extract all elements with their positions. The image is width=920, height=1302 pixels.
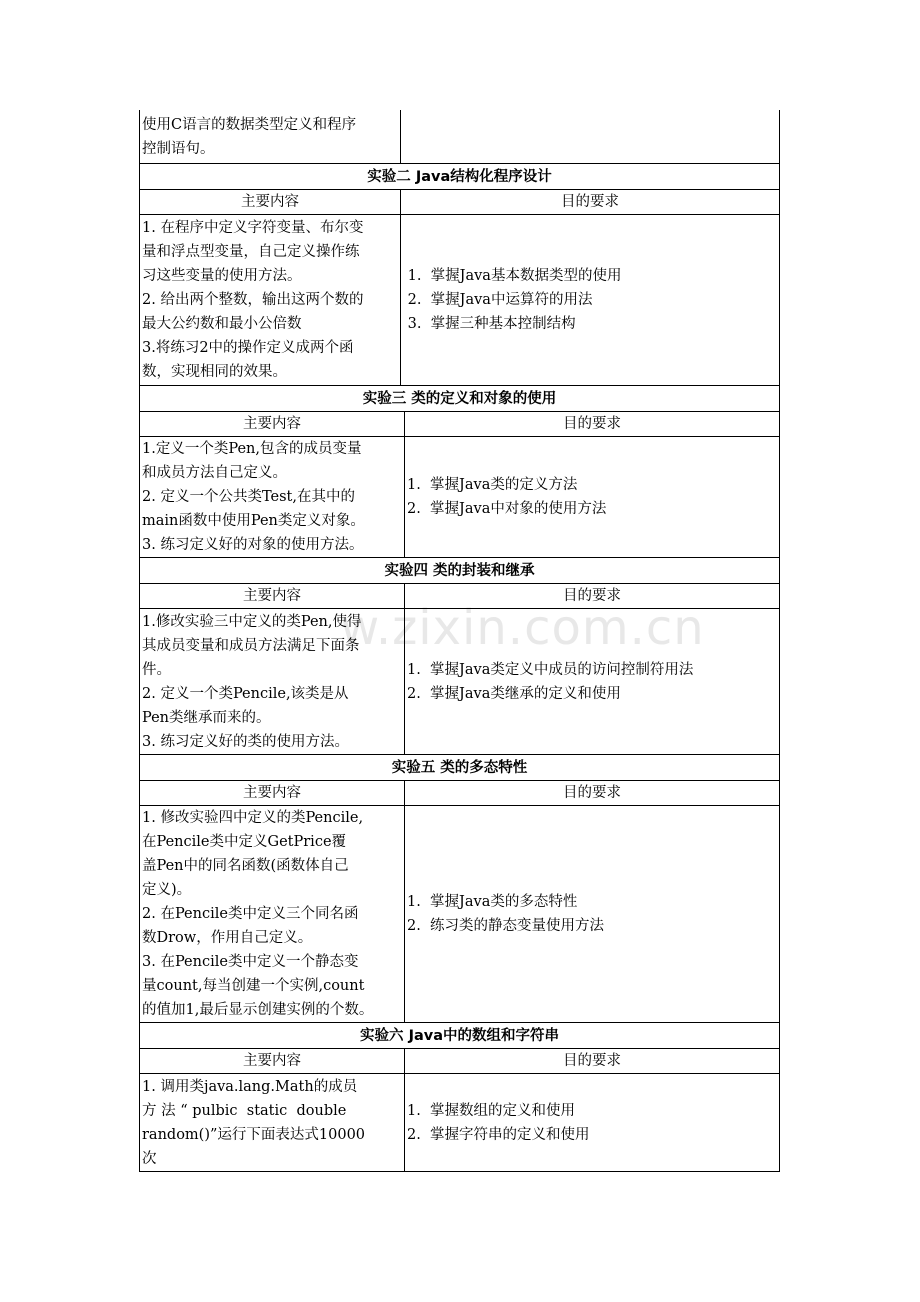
goal-header: 目的要求: [401, 190, 780, 215]
content-cell: [140, 437, 405, 558]
goal-line: 1. 掌握Java类定义中成员的访问控制符用法: [407, 661, 694, 678]
content-line: 和成员方法自己定义。: [142, 465, 287, 481]
goal-line: 2. 掌握Java中对象的使用方法: [407, 501, 607, 517]
content-line: 习这些变量的使用方法。: [142, 268, 302, 284]
goal-line: 1. 掌握Java类的多态特性: [407, 894, 578, 910]
goal-header: 目的要求: [405, 584, 780, 609]
content-line: Pen类继承而来的。: [142, 709, 271, 726]
content-line: 数，实现相同的效果。: [142, 364, 287, 380]
content-line: 其成员变量和成员方法满足下面条: [142, 637, 360, 654]
goal-cell: [405, 609, 780, 755]
intro-content-cell: [140, 110, 401, 164]
goal-cell: [405, 437, 780, 558]
goal-header: 目的要求: [405, 412, 780, 437]
goal-header: 目的要求: [405, 1049, 780, 1074]
goal-line: 2. 掌握Java类继承的定义和使用: [407, 685, 621, 702]
content-header: 主要内容: [140, 1049, 405, 1074]
content-line: 1.修改实验三中定义的类Pen,使得: [142, 613, 362, 630]
content-line: 件。: [142, 661, 171, 678]
goal-cell: [405, 806, 780, 1023]
content-line: 量count,每当创建一个实例,count: [142, 978, 365, 994]
content-header: 主要内容: [140, 781, 405, 806]
goal-line: 3. 掌握三种基本控制结构: [403, 316, 576, 332]
experiment-title: 实验五 类的多态特性: [140, 755, 780, 781]
goal-cell: [401, 215, 780, 386]
content-line: 最大公约数和最小公倍数: [142, 316, 302, 332]
content-line: main函数中使用Pen类定义对象。: [142, 513, 365, 529]
intro-line: 控制语句。: [142, 140, 215, 157]
experiment-5-table: [139, 755, 780, 1023]
experiment-title: 实验六 Java中的数组和字符串: [140, 1023, 780, 1049]
goal-line: 1. 掌握Java类的定义方法: [407, 477, 578, 493]
experiment-title: 实验二 Java结构化程序设计: [140, 164, 780, 190]
goal-header: 目的要求: [405, 781, 780, 806]
content-header: 主要内容: [140, 412, 405, 437]
goal-line: 2. 掌握Java中运算符的用法: [403, 292, 593, 308]
content-cell: [140, 215, 401, 386]
goal-cell: [405, 1074, 780, 1172]
content-cell: [140, 609, 405, 755]
experiment-title: 实验四 类的封装和继承: [140, 558, 780, 584]
content-line: random()”运行下面表达式10000: [142, 1126, 366, 1143]
content-line: 2. 给出两个整数，输出这两个数的: [142, 292, 364, 308]
experiment-table-container: [139, 110, 779, 1172]
content-line: 在Pencile类中定义GetPrice覆: [142, 834, 347, 850]
experiment-4-table: [139, 558, 780, 755]
content-line: 1. 在程序中定义字符变量、布尔变: [142, 220, 364, 236]
goal-line: 2. 掌握字符串的定义和使用: [407, 1126, 590, 1143]
content-header: 主要内容: [140, 584, 405, 609]
content-line: 2. 在Pencile类中定义三个同名函: [142, 906, 359, 922]
experiment-3-table: [139, 386, 780, 558]
content-line: 3. 练习定义好的对象的使用方法。: [142, 537, 364, 553]
content-line: 方 法 “ pulbic static double: [142, 1102, 347, 1119]
content-line: 3. 练习定义好的类的使用方法。: [142, 733, 349, 750]
intro-table: [139, 110, 780, 164]
content-line: 的值加1,最后显示创建实例的个数。: [142, 1002, 374, 1018]
content-line: 数Drow，作用自己定义。: [142, 930, 313, 946]
content-line: 3. 在Pencile类中定义一个静态变: [142, 954, 359, 970]
content-line: 盖Pen中的同名函数(函数体自己: [142, 858, 349, 874]
experiment-2-table: [139, 164, 780, 386]
content-line: 1.定义一个类Pen,包含的成员变量: [142, 441, 362, 457]
content-cell: [140, 1074, 405, 1172]
intro-line: 使用C语言的数据类型定义和程序: [142, 116, 357, 133]
intro-goal-cell: [401, 110, 780, 164]
content-line: 定义)。: [142, 882, 192, 898]
experiment-6-table: [139, 1023, 780, 1172]
content-line: 1. 调用类java.lang.Math的成员: [142, 1078, 358, 1095]
content-line: 3.将练习2中的操作定义成两个函: [142, 340, 354, 356]
content-line: 次: [142, 1150, 157, 1167]
content-line: 2. 定义一个类Pencile,该类是从: [142, 685, 349, 702]
content-line: 2. 定义一个公共类Test,在其中的: [142, 489, 355, 505]
content-line: 1. 修改实验四中定义的类Pencile,: [142, 810, 364, 826]
watermark: w.zixin.com.cn: [340, 600, 705, 656]
goal-line: 1. 掌握数组的定义和使用: [407, 1102, 576, 1119]
goal-line: 2. 练习类的静态变量使用方法: [407, 918, 605, 934]
experiment-title: 实验三 类的定义和对象的使用: [140, 386, 780, 412]
goal-line: 1. 掌握Java基本数据类型的使用: [403, 268, 622, 284]
content-line: 量和浮点型变量，自己定义操作练: [142, 244, 360, 260]
content-cell: [140, 806, 405, 1023]
content-header: 主要内容: [140, 190, 401, 215]
